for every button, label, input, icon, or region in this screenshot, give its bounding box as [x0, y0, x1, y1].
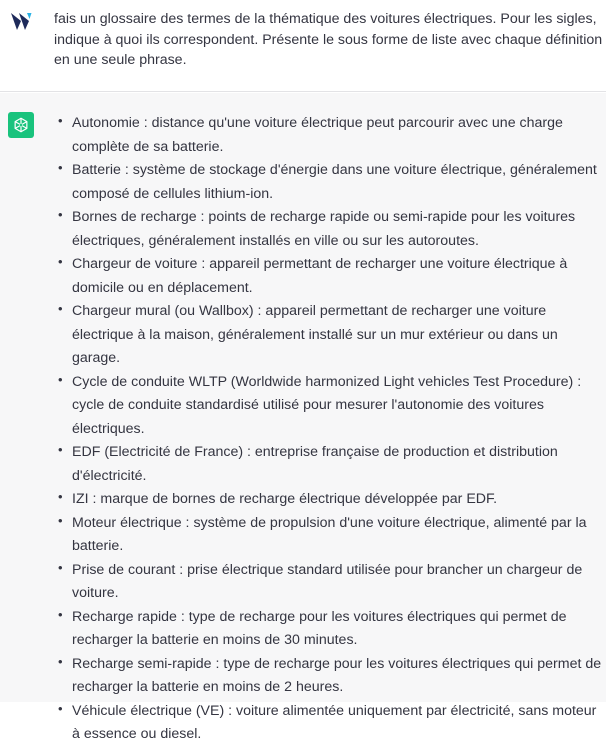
glossary-item — [54, 488, 606, 512]
glossary-item-text: Chargeur de voiture : appareil permettant de recharger une voiture électrique à domicile ou en déplacement. — [72, 256, 568, 296]
glossary-item-text: Prise de courant : prise électrique standard utilisée pour brancher un chargeur de voiture. — [72, 561, 583, 601]
user-message — [0, 0, 606, 92]
glossary-item-text: Véhicule électrique (VE) : voiture alimentée uniquement par électricité, sans moteur à essence ou diesel. — [72, 702, 597, 742]
glossary-item — [54, 559, 606, 606]
bullet-icon: • — [58, 301, 63, 316]
bullet-icon: • — [58, 606, 63, 622]
glossary-item — [54, 206, 606, 253]
glossary-item — [54, 441, 606, 488]
openai-logo-icon — [8, 112, 34, 138]
bullet-icon: • — [58, 254, 63, 269]
glossary-item — [54, 653, 606, 700]
bullet-icon: • — [58, 489, 63, 504]
glossary-item-text: Autonomie : distance qu'une voiture électrique peut parcourir avec une charge complète de sa batterie. — [72, 115, 563, 155]
glossary-item-text: Batterie : système de stockage d'énergie dans une voiture électrique, généralement composé de cellules lithium-ion. — [72, 162, 597, 202]
glossary-item — [54, 371, 606, 442]
glossary-item-text: Recharge semi-rapide : type de recharge pour les voitures électriques qui permet de recharger la batterie en moins de 2 heures. — [72, 655, 602, 695]
glossary-item — [54, 112, 606, 159]
glossary-item — [54, 300, 606, 371]
glossary-item — [54, 159, 606, 206]
glossary-item-text: Cycle de conduite WLTP (Worldwide harmonized Light vehicles Test Procedure) : cycle de conduite standardisé utilisé pour mesurer l'autonomie des voitures électriques. — [72, 373, 582, 437]
glossary-item-text: EDF (Electricité de France) : entreprise française de production et distribution d'électricité. — [72, 444, 558, 484]
bullet-icon: • — [58, 207, 63, 222]
bullet-icon: • — [58, 160, 63, 175]
glossary-item-text: Recharge rapide : type de recharge pour les voitures électriques qui permet de recharger la batterie en moins de 30 minutes. — [72, 608, 567, 648]
bullet-icon: • — [58, 371, 63, 387]
glossary-item-text: IZI : marque de bornes de recharge électrique développée par EDF. — [72, 491, 498, 507]
bullet-icon: • — [58, 653, 63, 669]
glossary-item — [54, 512, 606, 559]
glossary-list — [54, 112, 606, 747]
glossary-item — [54, 606, 606, 653]
bullet-icon: • — [58, 113, 63, 128]
bullet-icon: • — [58, 700, 63, 716]
glossary-item-text: Chargeur mural (ou Wallbox) : appareil permettant de recharger une voiture électrique à la maison, généralement installé sur un mur extérieur ou dans un garage. — [72, 303, 558, 366]
glossary-item — [54, 700, 606, 747]
assistant-message — [0, 93, 606, 742]
glossary-item-text: Bornes de recharge : points de recharge rapide ou semi-rapide pour les voitures électriques, généralement installés en ville ou sur les autoroutes. — [72, 209, 576, 249]
glossary-item — [54, 253, 606, 300]
bullet-icon: • — [58, 512, 63, 528]
bullet-icon: • — [58, 442, 63, 457]
bullet-icon: • — [58, 559, 63, 575]
writesonic-logo-icon — [8, 10, 36, 34]
user-message-text: fais un glossaire des termes de la thématique des voitures électriques. Pour les sigles, indique à quoi ils correspondent. Présente le sous forme de liste avec chaque définition en une seule phrase. — [54, 11, 603, 68]
glossary-item-text: Moteur électrique : système de propulsion d'une voiture électrique, alimenté par la batterie. — [72, 514, 587, 554]
